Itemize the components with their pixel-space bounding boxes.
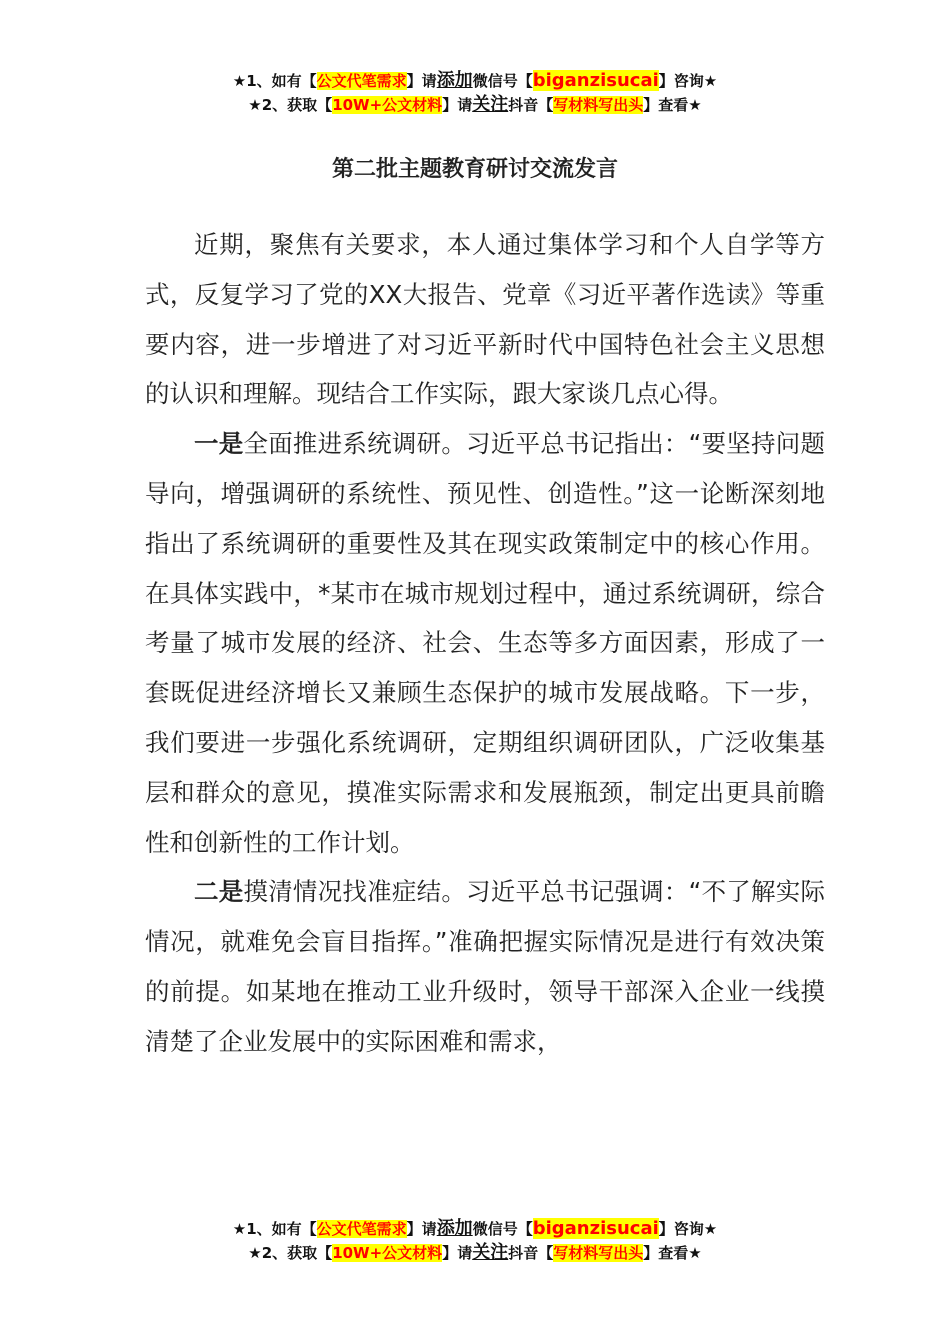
promo-text: ★1、如有【 [232,72,317,90]
promo-text: 】请 [406,1220,437,1238]
paragraph-intro [145,220,825,419]
promo-wechat-id: biganzisucai [532,70,659,91]
promo-banner-top [0,69,950,117]
promo-highlight: 10W+公文材料 [332,96,443,114]
paragraph-point-1 [145,419,825,867]
promo-douyin-id: 写材料写出头 [553,1244,644,1262]
paragraph-text: 全面推进系统调研。习近平总书记指出：“要坚持问题导向，增强调研的系统性、预见性、创造性。”这一论断深刻地指出了系统调研的重要性及其在现实政策制定中的核心作用。在具体实践中，*某市在城市规划过程中，通过系统调研，综合考量了城市发展的经济、社会、生态等多方面因素，形成了一套既促进经济增长又兼顾生态保护的城市发展战略。下一步，我们要进一步强化系统调研，定期组织调研团队，广泛收集基层和群众的意见，摸准实际需求和发展瓶颈，制定出更具前瞻性和创新性的工作计划。 [145,429,825,857]
paragraph-lead: 二是 [194,877,244,907]
promo-text: 抖音【 [508,96,554,114]
promo-text: 】咨询★ [658,72,718,90]
promo-highlight: 公文代笔需求 [316,1220,407,1238]
promo-underline: 关注 [472,94,509,115]
promo-banner-bottom [0,1217,950,1265]
promo-highlight: 10W+公文材料 [332,1244,443,1262]
promo-underline: 添加 [436,70,473,91]
promo-text: 】请 [442,96,473,114]
promo-text: 】请 [442,1244,473,1262]
promo-text: ★2、获取【 [248,1244,333,1262]
promo-highlight: 公文代笔需求 [316,72,407,90]
promo-text: 】请 [406,72,437,90]
promo-underline: 关注 [472,1242,509,1263]
promo-line-1 [0,1217,950,1241]
paragraph-text: 摸清情况找准症结。习近平总书记强调：“不了解实际情况，就难免会盲目指挥。”准确把握实际情况是进行有效决策的前提。如某地在推动工业升级时，领导干部深入企业一线摸清楚了企业发展中的实际困难和需求， [145,877,825,1056]
promo-underline: 添加 [436,1218,473,1239]
promo-text: 微信号【 [472,1220,533,1238]
promo-wechat-id: biganzisucai [532,1218,659,1239]
document-body [145,220,825,1067]
promo-text: 】咨询★ [658,1220,718,1238]
paragraph-text: 近期，聚焦有关要求，本人通过集体学习和个人自学等方式，反复学习了党的XX大报告、党章《习近平著作选读》等重要内容，进一步增进了对习近平新时代中国特色社会主义思想的认识和理解。现结合工作实际，跟大家谈几点心得。 [145,230,825,409]
document-title: 第二批主题教育研讨交流发言 [331,157,618,182]
paragraph-point-2 [145,867,825,1066]
promo-text: ★1、如有【 [232,1220,317,1238]
promo-text: 微信号【 [472,72,533,90]
promo-line-2 [0,1241,950,1265]
promo-text: 抖音【 [508,1244,554,1262]
promo-line-1 [0,69,950,93]
promo-douyin-id: 写材料写出头 [553,96,644,114]
promo-line-2 [0,93,950,117]
promo-text: 】查看★ [643,1244,702,1262]
promo-text: ★2、获取【 [248,96,333,114]
paragraph-lead: 一是 [194,429,244,459]
promo-text: 】查看★ [643,96,702,114]
